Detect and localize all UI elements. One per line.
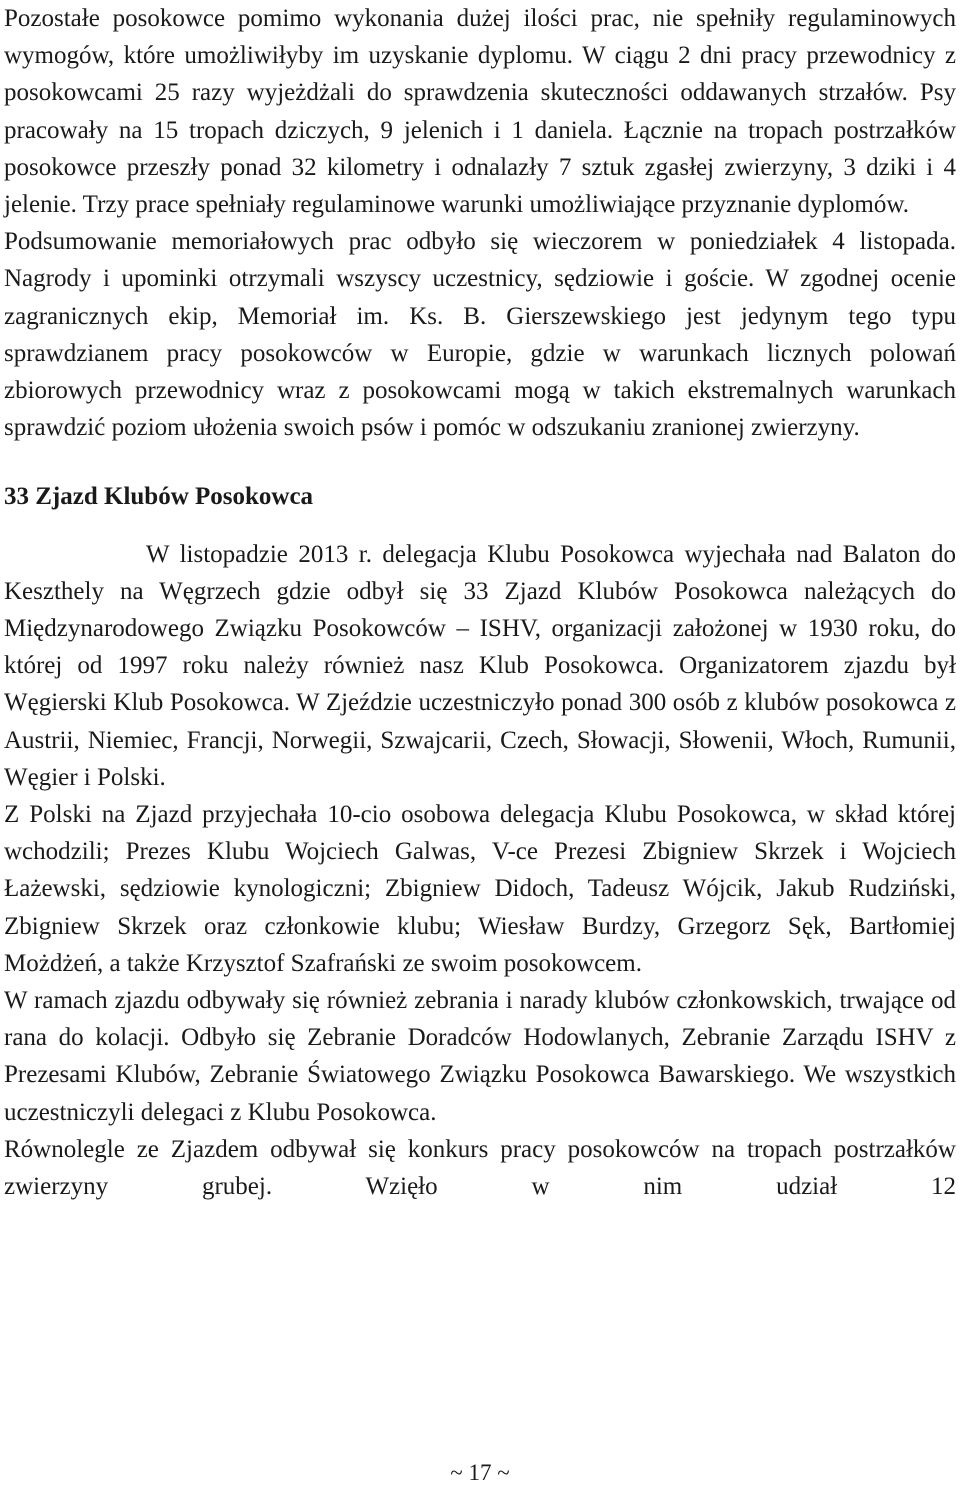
paragraph-summary	[4, 223, 956, 446]
paragraph-summary-text: Podsumowanie memoriałowych prac odbyło się wieczorem w poniedziałek 4 listopada. Nagrody i upominki otrzymali wszyscy uczestnicy, sędziowie i goście. W zgodnej ocenie zagranicznych ekip, Memoriał im. Ks. B. Gierszewskiego jest jedynym tego typu sprawdzianem pracy posokowców w Europie, gdzie w warunkach licznych polowań zbiorowych przewodnicy wraz z posokowcami mogą w takich ekstremalnych warunkach sprawdzić poziom ułożenia swoich psów i pomóc w odszukaniu zranionej zwierzyny.	[4, 228, 956, 442]
section-heading: 33 Zjazd Klubów Posokowca	[4, 483, 314, 511]
paragraph-delegation-text: Z Polski na Zjazd przyjechała 10-cio osobowa delegacja Klubu Posokowca, w skład której wchodzili; Prezes Klubu Wojciech Galwas, V-ce Prezesi Zbigniew Skrzek i Wojciech Łażewski, sędziowie kynologiczni; Zbigniew Didoch, Tadeusz Wójcik, Jakub Rudziński, Zbigniew Skrzek oraz członkowie klubu; Wiesław Burdzy, Grzegorz Sęk, Bartłomiej Możdżeń, a także Krzysztof Szafrański ze swoim posokowcem.	[4, 801, 956, 977]
page-number: ~ 17 ~	[450, 1460, 510, 1485]
paragraph-meetings-text: W ramach zjazdu odbywały się również zebrania i narady klubów członkowskich, trwające od rana do kolacji. Odbyło się Zebranie Doradców Hodowlanych, Zebranie Zarządu ISHV z Prezesami Klubów, Zebranie Światowego Związku Posokowca Bawarskiego. We wszystkich uczestniczyli delegaci z Klubu Posokowca.	[4, 987, 956, 1126]
paragraph-congress-intro-text: W listopadzie 2013 r. delegacja Klubu Posokowca wyjechała nad Balaton do Keszthely na Węgrzech gdzie odbył się 33 Zjazd Klubów Posokowca należących do Międzynarodowego Związku Posokowców – ISHV, organizacji założonej w 1930 roku, do której od 1997 roku należy również nasz Klub Posokowca. Organizatorem zjazdu był Węgierski Klub Posokowca. W Zjeździe uczestniczyło ponad 300 osób z klubów posokowca z Austrii, Niemiec, Francji, Norwegii, Szwajcarii, Czech, Słowacji, Słowenii, Włoch, Rumunii, Węgier i Polski.	[4, 540, 956, 791]
document-page	[4, 0, 956, 1205]
paragraph-meetings	[4, 982, 956, 1131]
paragraph-results-text: Pozostałe posokowce pomimo wykonania dużej ilości prac, nie spełniły regulaminowych wymogów, które umożliwiłyby im uzyskanie dyplomu. W ciągu 2 dni pracy przewodnicy z posokowcami 25 razy wyjeżdżali do sprawdzenia skuteczności oddawanych strzałów. Psy pracowały na 15 tropach dziczych, 9 jelenich i 1 daniela. Łącznie na tropach postrzałków posokowce przeszły ponad 32 kilometry i odnalazły 7 sztuk zgasłej zwierzyny, 3 dziki i 4 jelenie. Trzy prace spełniały regulaminowe warunki umożliwiające przyznanie dyplomów.	[4, 5, 956, 219]
paragraph-results	[4, 0, 956, 223]
paragraph-congress-intro	[4, 536, 956, 796]
paragraph-competition	[4, 1131, 956, 1205]
paragraph-delegation	[4, 796, 956, 982]
paragraph-competition-text: Równolegle ze Zjazdem odbywał się konkurs pracy posokowców na tropach postrzałków zwierzyny grubej. Wzięło w nim udział 12	[4, 1135, 956, 1201]
